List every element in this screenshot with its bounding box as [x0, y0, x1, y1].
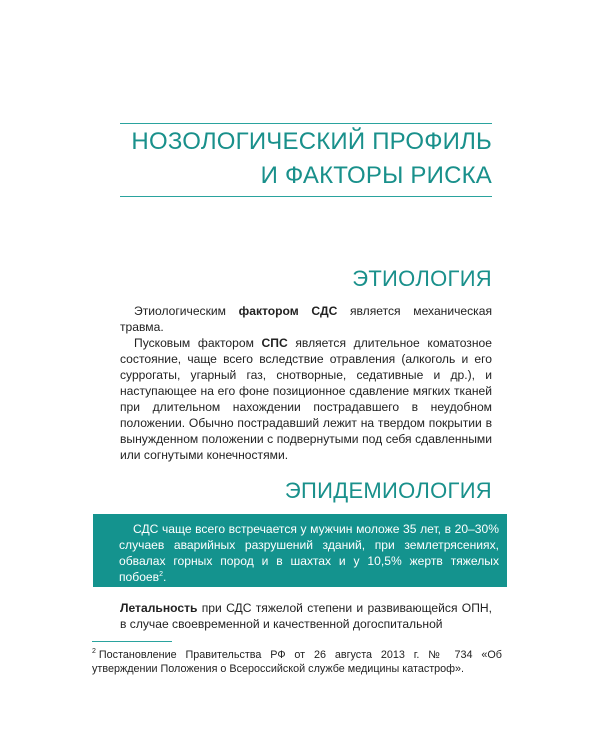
highlight-text-end: .	[163, 570, 167, 584]
title-rule-top	[120, 123, 492, 124]
etiology-p2-text: Пусковым фактором	[134, 336, 262, 350]
title-rule-bottom	[120, 196, 492, 197]
footnote	[92, 648, 502, 676]
chapter-title	[120, 125, 492, 193]
chapter-title-line-2: И ФАКТОРЫ РИСКА	[260, 162, 492, 189]
etiology-paragraph-1	[120, 303, 492, 335]
etiology-paragraph-2	[120, 335, 492, 463]
footnote-text: Постановление Правительства РФ от 26 августа 2013 г. № 734 «Об утверждении Положения о Всероссийской службе медицины катастроф».	[92, 649, 502, 675]
footnote-paragraph	[92, 648, 502, 676]
etiology-p1-text-end: является механическая травма.	[120, 304, 493, 334]
etiology-p1-text: Этиологическим	[134, 304, 239, 318]
footnote-mark: 2	[92, 648, 96, 656]
mortality-body: при СДС тяжелой степени и развивающейся ОПН, в случае своевременной и качественной догоспитальной	[120, 601, 492, 631]
etiology-p2-text-end: является длительное коматозное состояние, чаще всего вследствие отравления (алкоголь и его суррогаты, угарный газ, снотворные, седативные и др.), и наступающее на его фоне позиционное сдавление мягких тканей при длительном нахождении пострадавшего в неудобном положении. Обычно пострадавший лежит на твердом покрытии в вынужденном положении с подвернутыми под себя сдавленными или согнутыми конечностями.	[120, 336, 492, 462]
highlight-text: СДС чаще всего встречается у мужчин моложе 35 лет, в 20–30% случаев аварийных разрушений зданий, при землетрясениях, обвалах горных пород и в шахтах и у 10,5% жертв тяжелых побоев	[119, 522, 499, 584]
mortality-text	[120, 600, 492, 632]
footnote-rule	[92, 641, 172, 642]
etiology-p1-bold: фактором СДС	[238, 304, 338, 318]
mortality-bold: Летальность	[120, 601, 198, 615]
highlight-paragraph	[119, 521, 499, 585]
etiology-heading: ЭТИОЛОГИЯ	[352, 266, 492, 291]
epidemiology-heading: ЭПИДЕМИОЛОГИЯ	[284, 478, 492, 503]
etiology-p2-bold: СПС	[261, 336, 288, 350]
chapter-title-line-1: НОЗОЛОГИЧЕСКИЙ ПРОФИЛЬ	[131, 128, 492, 155]
footnote-reference: 2	[159, 570, 163, 578]
epidemiology-highlight-box	[93, 514, 507, 587]
etiology-text	[120, 303, 492, 463]
mortality-paragraph	[120, 600, 492, 632]
